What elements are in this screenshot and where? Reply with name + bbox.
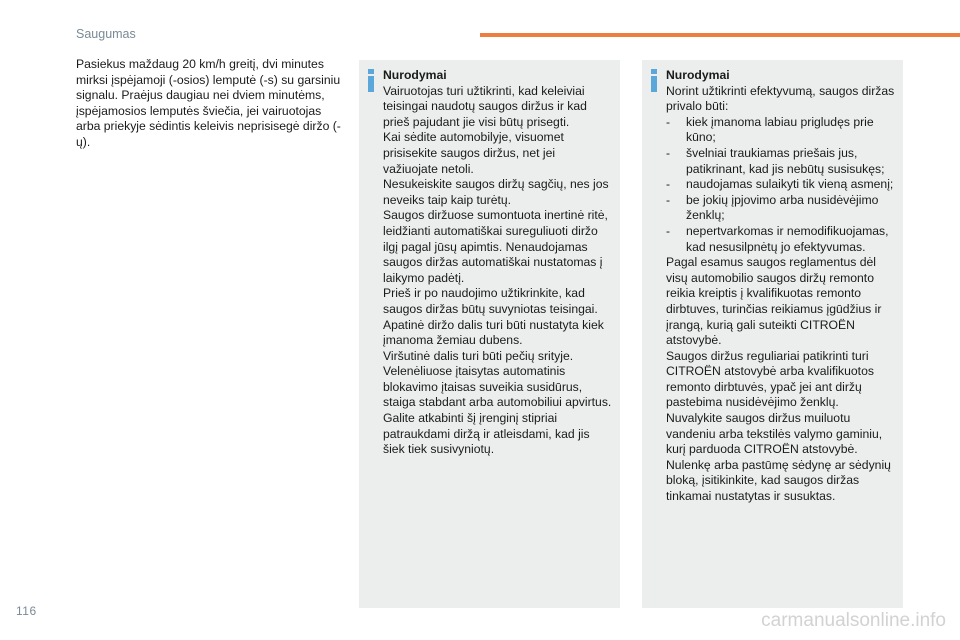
requirements-list [666, 115, 895, 255]
note-paragraph: Nulenkę arba pastūmę sėdynę ar sėdynių bloką, įsitikinkite, kad saugos diržas tinkamai nustatytas ir susuktas. [666, 457, 891, 504]
list-item: - švelniai traukiamas priešais jus, patikrinant, kad jis nebūtų susisukęs; [666, 145, 885, 176]
page-number: 116 [16, 604, 37, 618]
list-item: - be jokių įpjovimo arba nusidėvėjimo ženklų; [666, 192, 879, 223]
note-box-right [642, 60, 903, 608]
note-paragraph: Saugos diržus reguliariai patikrinti turi CITROËN atstovybė arba kvalifikuotos remonto dirbtuvės, ypač jei ant diržų pastebima nusidėvėjimo ženklų. [666, 348, 874, 410]
note-paragraph: Saugos diržuose sumontuota inertinė ritė, leidžianti automatiškai sureguliuoti diržo ilgį pagal jūsų apimtis. Nenaudojamas saugos diržas automatiškai nustatomas į laikymo padėtį. [383, 208, 608, 285]
list-item: - kiek įmanoma labiau prigludęs prie kūno; [666, 114, 874, 145]
bullet-dash: - [666, 192, 671, 207]
note-paragraph: Viršutinė dalis turi būti pečių srityje. [383, 348, 574, 363]
note-paragraph: Kai sėdite automobilyje, visuomet prisisekite saugos diržus, net jei važiuojate netoli. [383, 130, 564, 176]
bullet-dash: - [666, 223, 671, 238]
bullet-dash: - [666, 145, 671, 160]
note-paragraph: Apatinė diržo dalis turi būti nustatyta kiek įmanoma žemiau dubens. [383, 317, 604, 348]
note-paragraph: Prieš ir po naudojimo užtikrinkite, kad saugos diržas būtų suvyniotas teisingai. [383, 286, 598, 316]
note-title: Nurodymai [666, 68, 730, 82]
bullet-dash: - [666, 177, 671, 192]
note-box-left [359, 60, 620, 608]
note-paragraph: Vairuotojas turi užtikrinti, kad keleiviai teisingai naudotų saugos diržus ir kad prieš pajudant jie visi būtų prisegti. [383, 83, 587, 129]
note-paragraph: Pagal esamus saugos reglamentus dėl visų automobilio saugos diržų remonto reikia kreiptis į kvalifikuotas remonto dirbtuves, turinčias reikiamus įgūdžius ir įrangą, kurią gali suteikti CITROËN atstovybė. [666, 255, 882, 348]
list-item: - nepertvarkomas ir nemodifikuojamas, kad nesusilpnėtų jo efektyvumas. [666, 223, 889, 254]
note-paragraph: Nesukeiskite saugos diržų sagčių, nes jos neveiks taip kaip turėtų. [383, 177, 609, 207]
bullet-dash: - [666, 114, 671, 129]
note-paragraph: Nuvalykite saugos diržus muiluotu vandeniu arba tekstilės valymo gaminiu, kurį parduoda CITROËN atstovybė. [666, 411, 883, 457]
info-icon [650, 69, 658, 92]
watermark: carmanualsonline.info [761, 610, 946, 631]
intro-paragraph: Pasiekus maždaug 20 km/h greitį, dvi minutes mirksi įspėjamoji (-osios) lemputė (-s) su garsiniu signalu. Praėjus daugiau nei dviem minutėms, įspėjamosios lemputės šviečia, jei vairuotojas arba priekyje sėdintis keleivis neprisisegė diržo (-ų). [76, 57, 341, 149]
section-title: Saugumas [76, 27, 136, 41]
note-title: Nurodymai [383, 68, 447, 82]
list-item: - naudojamas sulaikyti tik vieną asmenį; [666, 177, 894, 192]
info-icon [367, 69, 375, 92]
note-paragraph: Velenėliuose įtaisytas automatinis blokavimo įtaisas suveikia susidūrus, staiga stabdant arba automobiliui apvirtus. Galite atkabinti šį įrenginį stipriai patraukdami diržą ir atleisdami, kad jis šiek tiek susivyniotų. [383, 364, 612, 457]
header-accent-bar [480, 33, 960, 37]
note-lead: Norint užtikrinti efektyvumą, saugos diržas privalo būti: [666, 83, 895, 114]
